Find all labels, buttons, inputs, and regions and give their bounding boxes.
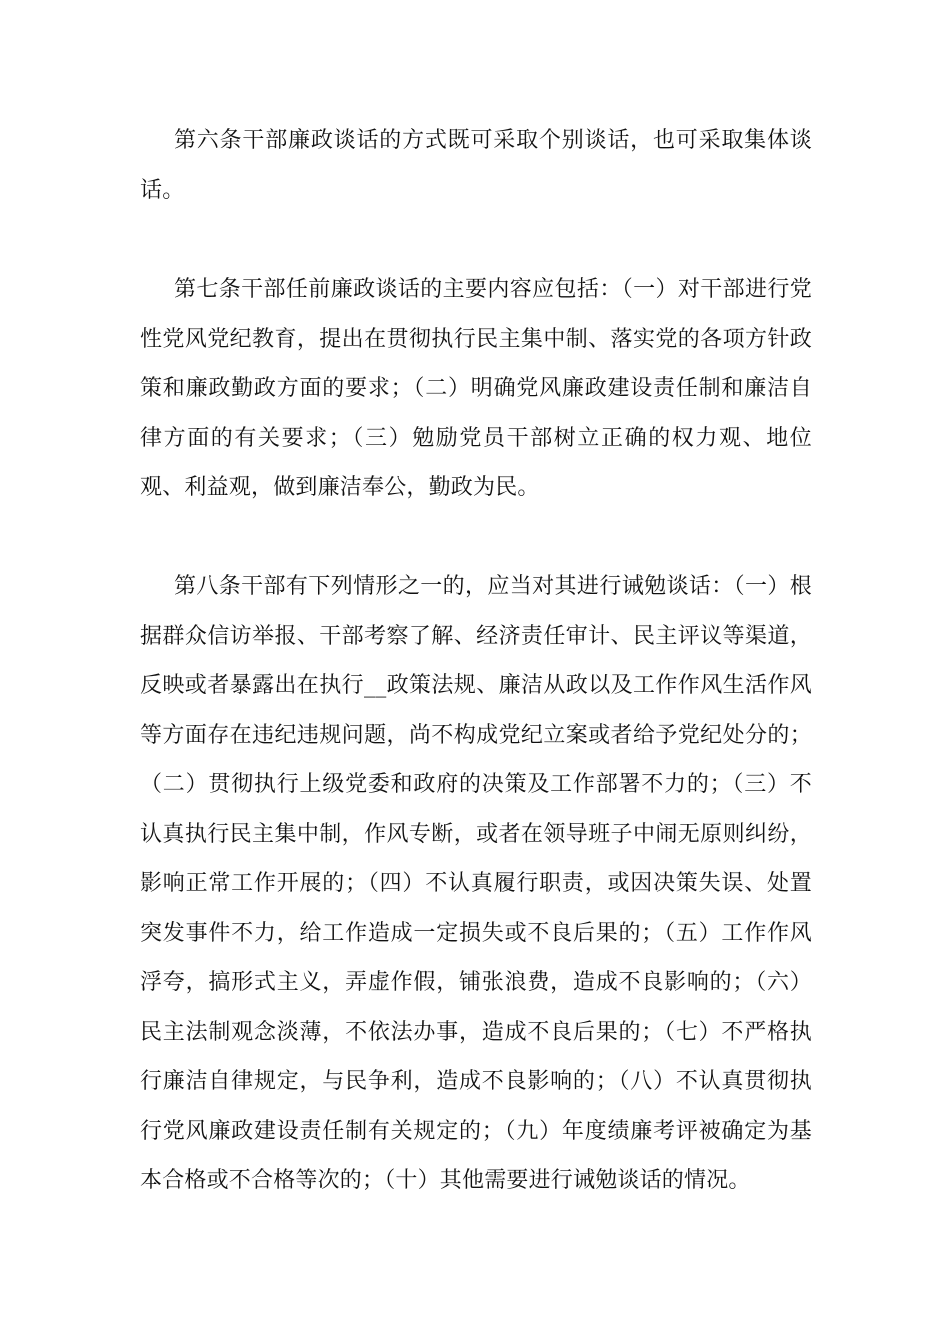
article-7-paragraph: 第七条干部任前廉政谈话的主要内容应包括：（一）对干部进行党性党风党纪教育，提出在贯彻执行民主集中制、落实党的各项方针政策和廉政勤政方面的要求；（二）明确党风廉政建设责任制和廉洁自律方面的有关要求；（三）勉励党员干部树立正确的权力观、地位观、利益观，做到廉洁奉公，勤政为民。 (140, 277, 812, 500)
article-6-paragraph: 第六条干部廉政谈话的方式既可采取个别谈话，也可采取集体谈话。 (140, 128, 812, 203)
article-8-paragraph: 第八条干部有下列情形之一的，应当对其进行诫勉谈话：（一）根据群众信访举报、干部考察了解、经济责任审计、民主评议等渠道，反映或者暴露出在执行__政策法规、廉洁从政以及工作作风生活作风等方面存在违纪违规问题，尚不构成党纪立案或者给予党纪处分的；（二）贯彻执行上级党委和政府的决策及工作部署不力的；（三）不认真执行民主集中制，作风专断，或者在领导班子中闹无原则纠纷，影响正常工作开展的；（四）不认真履行职责，或因决策失误、处置突发事件不力，给工作造成一定损失或不良后果的；（五）工作作风浮夸，搞形式主义，弄虚作假，铺张浪费，造成不良影响的；（六）民主法制观念淡薄，不依法办事，造成不良后果的；（七）不严格执行廉洁自律规定，与民争利，造成不良影响的；（八）不认真贯彻执行党风廉政建设责任制有关规定的；（九）年度绩廉考评被确定为基本合格或不合格等次的；（十）其他需要进行诫勉谈话的情况。 (140, 574, 812, 1193)
